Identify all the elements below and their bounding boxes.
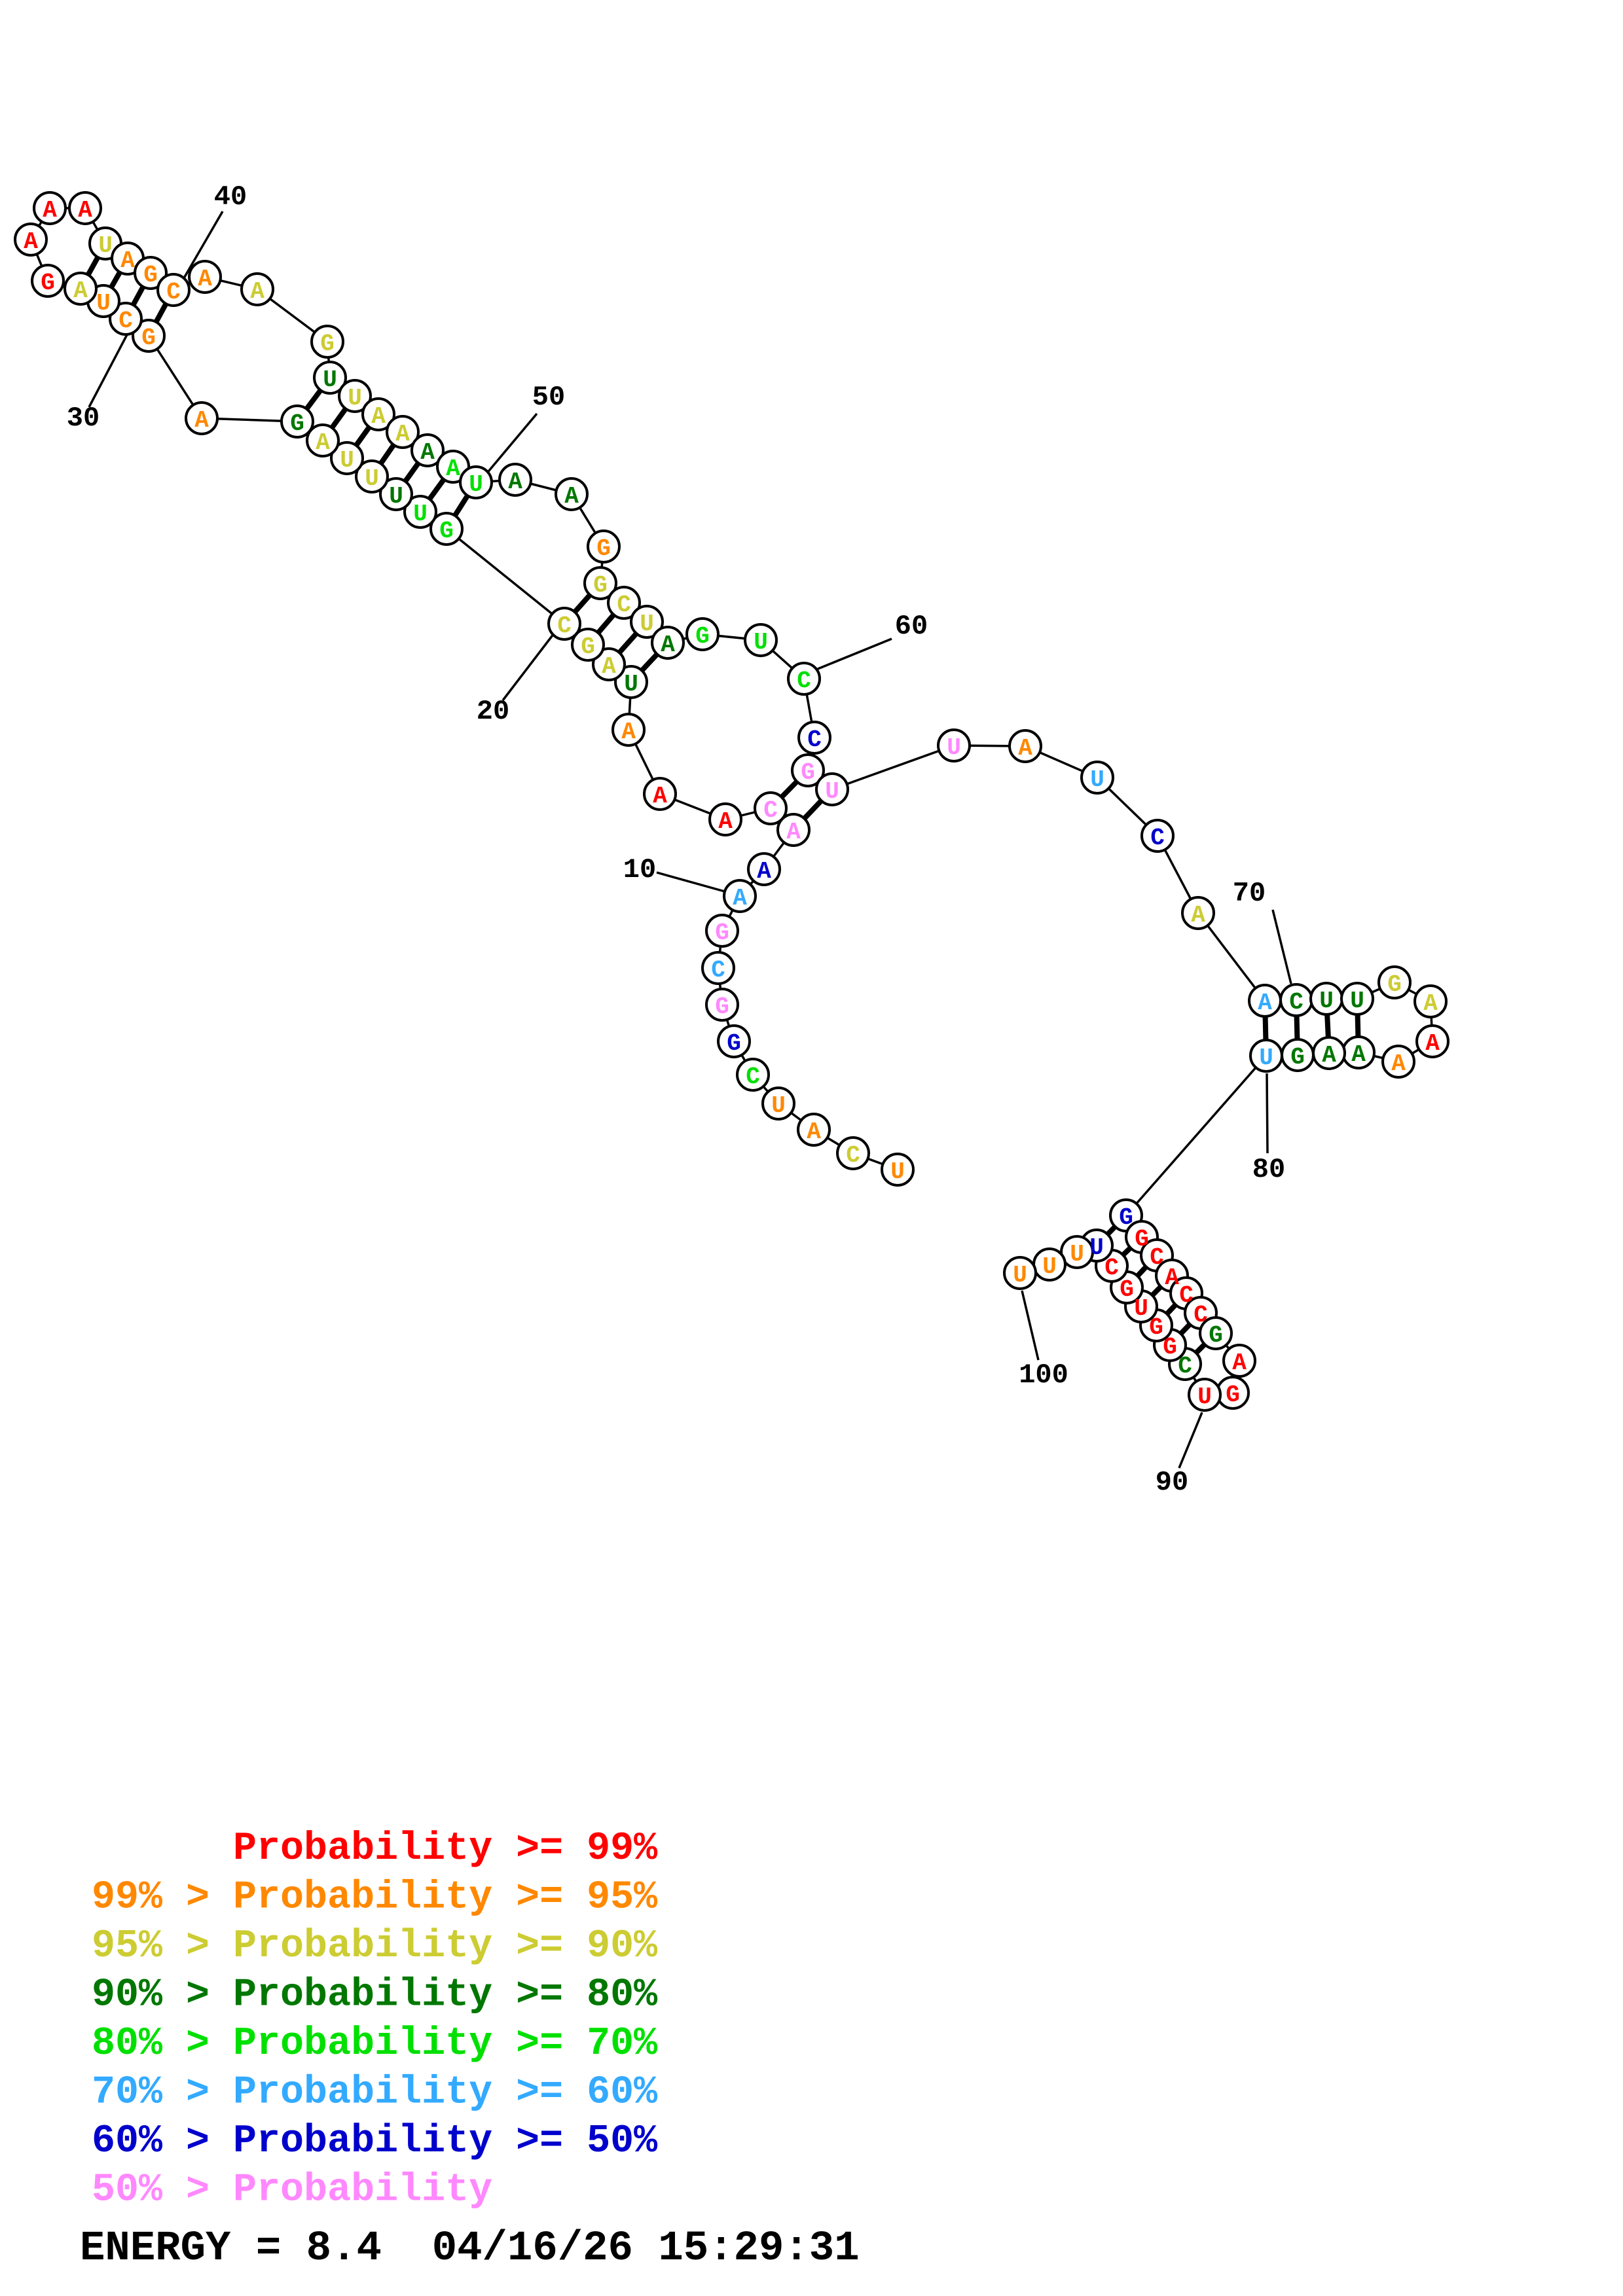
nucleotide-base: C: [763, 797, 778, 824]
nucleotide-base: A: [1391, 1050, 1406, 1077]
energy-text: ENERGY = 8.4 04/16/26 15:29:31: [80, 2225, 860, 2272]
nucleotide-base: A: [43, 197, 57, 224]
legend-row: 90% > Probability >= 80%: [92, 1973, 658, 2018]
nucleotide-base: U: [96, 290, 111, 317]
nucleotide-base: C: [846, 1142, 860, 1169]
nucleotide-base: A: [194, 407, 209, 434]
nucleotide-base: A: [1258, 990, 1272, 1016]
nucleotide-base: G: [593, 572, 608, 599]
nucleotide-base: U: [1089, 1234, 1104, 1261]
nucleotide-base: A: [371, 403, 386, 430]
nucleotide-circles: [15, 192, 1448, 1410]
nucleotide-base: U: [947, 734, 961, 761]
nucleotide-base: U: [323, 367, 337, 393]
position-label: 70: [1232, 878, 1266, 909]
nucleotide-base: G: [1149, 1314, 1163, 1341]
nucleotide-base: A: [621, 719, 636, 745]
nucleotide-base: U: [1070, 1241, 1084, 1268]
nucleotide-base: C: [807, 726, 822, 753]
probability-legend: [92, 1827, 658, 2213]
nucleotide-base: U: [1319, 988, 1334, 1014]
nucleotide-base: U: [624, 671, 638, 698]
nucleotide-base: G: [290, 410, 304, 437]
nucleotide-base: A: [661, 632, 675, 658]
nucleotide-base: G: [1119, 1204, 1133, 1231]
legend-row: 95% > Probability >= 90%: [92, 1924, 658, 1969]
nucleotide-base: A: [733, 885, 747, 912]
nucleotide-base: G: [596, 535, 611, 562]
nucleotide-base: A: [1165, 1265, 1179, 1291]
position-pointer-line: [89, 327, 131, 407]
nucleotide-base: C: [617, 592, 631, 619]
nucleotide-base: U: [1042, 1253, 1057, 1280]
nucleotide-base: U: [1259, 1045, 1273, 1071]
nucleotide-base: U: [348, 385, 362, 412]
nucleotide-base: A: [786, 819, 801, 846]
nucleotide-base: G: [1135, 1226, 1149, 1253]
nucleotide-base: U: [413, 501, 428, 528]
nucleotide-base: G: [581, 634, 595, 660]
legend-row: Probability >= 99%: [92, 1827, 658, 1871]
nucleotide-base: G: [727, 1030, 741, 1057]
legend-row: 99% > Probability >= 95%: [92, 1875, 658, 1920]
nucleotide-base: G: [1209, 1322, 1223, 1349]
nucleotide-base: A: [1191, 902, 1205, 929]
nucleotide-base: C: [166, 279, 181, 306]
nucleotide-base: U: [754, 629, 768, 656]
position-labels: [67, 181, 1285, 1498]
nucleotide-base: A: [198, 266, 212, 293]
legend-row: 60% > Probability >= 50%: [92, 2119, 658, 2164]
position-label: 30: [66, 403, 100, 434]
nucleotide-base: A: [1232, 1350, 1247, 1376]
nucleotide-base: A: [250, 278, 264, 305]
nucleotide-base: C: [1194, 1302, 1208, 1329]
nucleotide-base: G: [1387, 971, 1402, 998]
nucleotide-base: G: [141, 325, 156, 351]
nucleotide-base: U: [469, 471, 483, 498]
legend-row: 80% > Probability >= 70%: [92, 2022, 658, 2066]
nucleotide-base: A: [78, 197, 92, 224]
nucleotide-base: A: [420, 439, 435, 466]
position-label: 20: [476, 696, 510, 727]
nucleotide-base: A: [24, 228, 38, 255]
nucleotide-base: C: [1150, 1244, 1164, 1271]
nucleotide-base: A: [120, 247, 135, 274]
position-label: 50: [532, 382, 566, 413]
nucleotide-base: G: [1120, 1276, 1134, 1303]
nucleotide-base: U: [389, 483, 403, 510]
position-label: 100: [1019, 1359, 1068, 1391]
nucleotide-base: G: [1163, 1334, 1177, 1361]
nucleotide-base: A: [807, 1119, 821, 1145]
nucleotide-base: A: [1425, 1030, 1440, 1057]
nucleotide-base: U: [98, 232, 113, 259]
nucleotide-base: C: [746, 1064, 760, 1090]
position-pointer-line: [1022, 1291, 1038, 1360]
nucleotide-base: C: [119, 308, 133, 334]
nucleotide-base: U: [1090, 766, 1104, 793]
nucleotide-base: A: [718, 808, 733, 835]
nucleotide-base: C: [1150, 825, 1165, 852]
position-pointer-line: [657, 872, 729, 893]
position-label: 80: [1252, 1154, 1286, 1185]
nucleotide-base: A: [1322, 1042, 1336, 1069]
nucleotide-base: U: [1013, 1262, 1027, 1289]
nucleotide-base: A: [73, 278, 88, 304]
nucleotide-base: U: [1350, 988, 1364, 1014]
backbone-lines: [31, 208, 1432, 1395]
backbone-link: [832, 745, 954, 789]
nucleotide-base: U: [890, 1158, 905, 1185]
nucleotide-base: A: [757, 858, 771, 885]
nucleotide-base: G: [715, 994, 729, 1020]
nucleotide-base: C: [1178, 1353, 1192, 1380]
nucleotide-base: U: [340, 447, 354, 474]
nucleotide-base: G: [320, 331, 335, 357]
nucleotide-base: C: [557, 613, 572, 639]
legend-row: 70% > Probability >= 60%: [92, 2070, 658, 2115]
nucleotide-base: A: [1351, 1041, 1366, 1068]
nucleotide-base: G: [41, 270, 55, 296]
nucleotide-base: G: [801, 759, 815, 786]
nucleotide-base: U: [640, 611, 654, 637]
nucleotide-base: U: [1134, 1295, 1148, 1322]
nucleotide-base: C: [1289, 989, 1304, 1016]
nucleotide-base: A: [602, 653, 616, 680]
nucleotide-base: C: [711, 957, 725, 984]
nucleotide-base: A: [446, 456, 460, 482]
position-label: 10: [623, 854, 657, 886]
legend-row: 50% > Probability: [92, 2168, 493, 2213]
position-pointer-line: [1273, 910, 1291, 984]
nucleotide-base: G: [715, 920, 729, 946]
energy-footer: [80, 2225, 860, 2272]
backbone-link: [1126, 1056, 1266, 1215]
nucleotide-base: A: [564, 483, 579, 510]
nucleotide-base: A: [395, 421, 410, 448]
nucleotide-base: A: [316, 429, 330, 456]
nucleotide-base: G: [1290, 1044, 1305, 1071]
position-label: 60: [894, 611, 928, 642]
nucleotide-base: C: [1179, 1282, 1194, 1309]
position-pointer-line: [503, 634, 554, 700]
nucleotide-base: C: [797, 668, 811, 694]
nucleotide-base: U: [825, 778, 839, 805]
position-pointer-line: [818, 639, 892, 669]
position-pointer-line: [1179, 1412, 1202, 1468]
nucleotide-base: A: [653, 783, 667, 810]
nucleotide-base: A: [508, 469, 522, 495]
nucleotide-base: G: [1226, 1382, 1240, 1408]
backbone-link: [447, 529, 564, 624]
nucleotide-base: G: [439, 518, 454, 545]
nucleotide-base: U: [771, 1092, 786, 1119]
nucleotide-base: C: [1104, 1255, 1119, 1282]
nucleotide-base: U: [1197, 1384, 1212, 1410]
nucleotide-base: A: [1423, 990, 1438, 1017]
position-label: 40: [213, 181, 247, 213]
nucleotide-base: G: [695, 623, 710, 650]
nucleotide-base: A: [1018, 735, 1032, 762]
nucleotide-base: U: [365, 465, 379, 492]
nucleotide-base: G: [143, 262, 158, 289]
position-label: 90: [1155, 1467, 1189, 1498]
